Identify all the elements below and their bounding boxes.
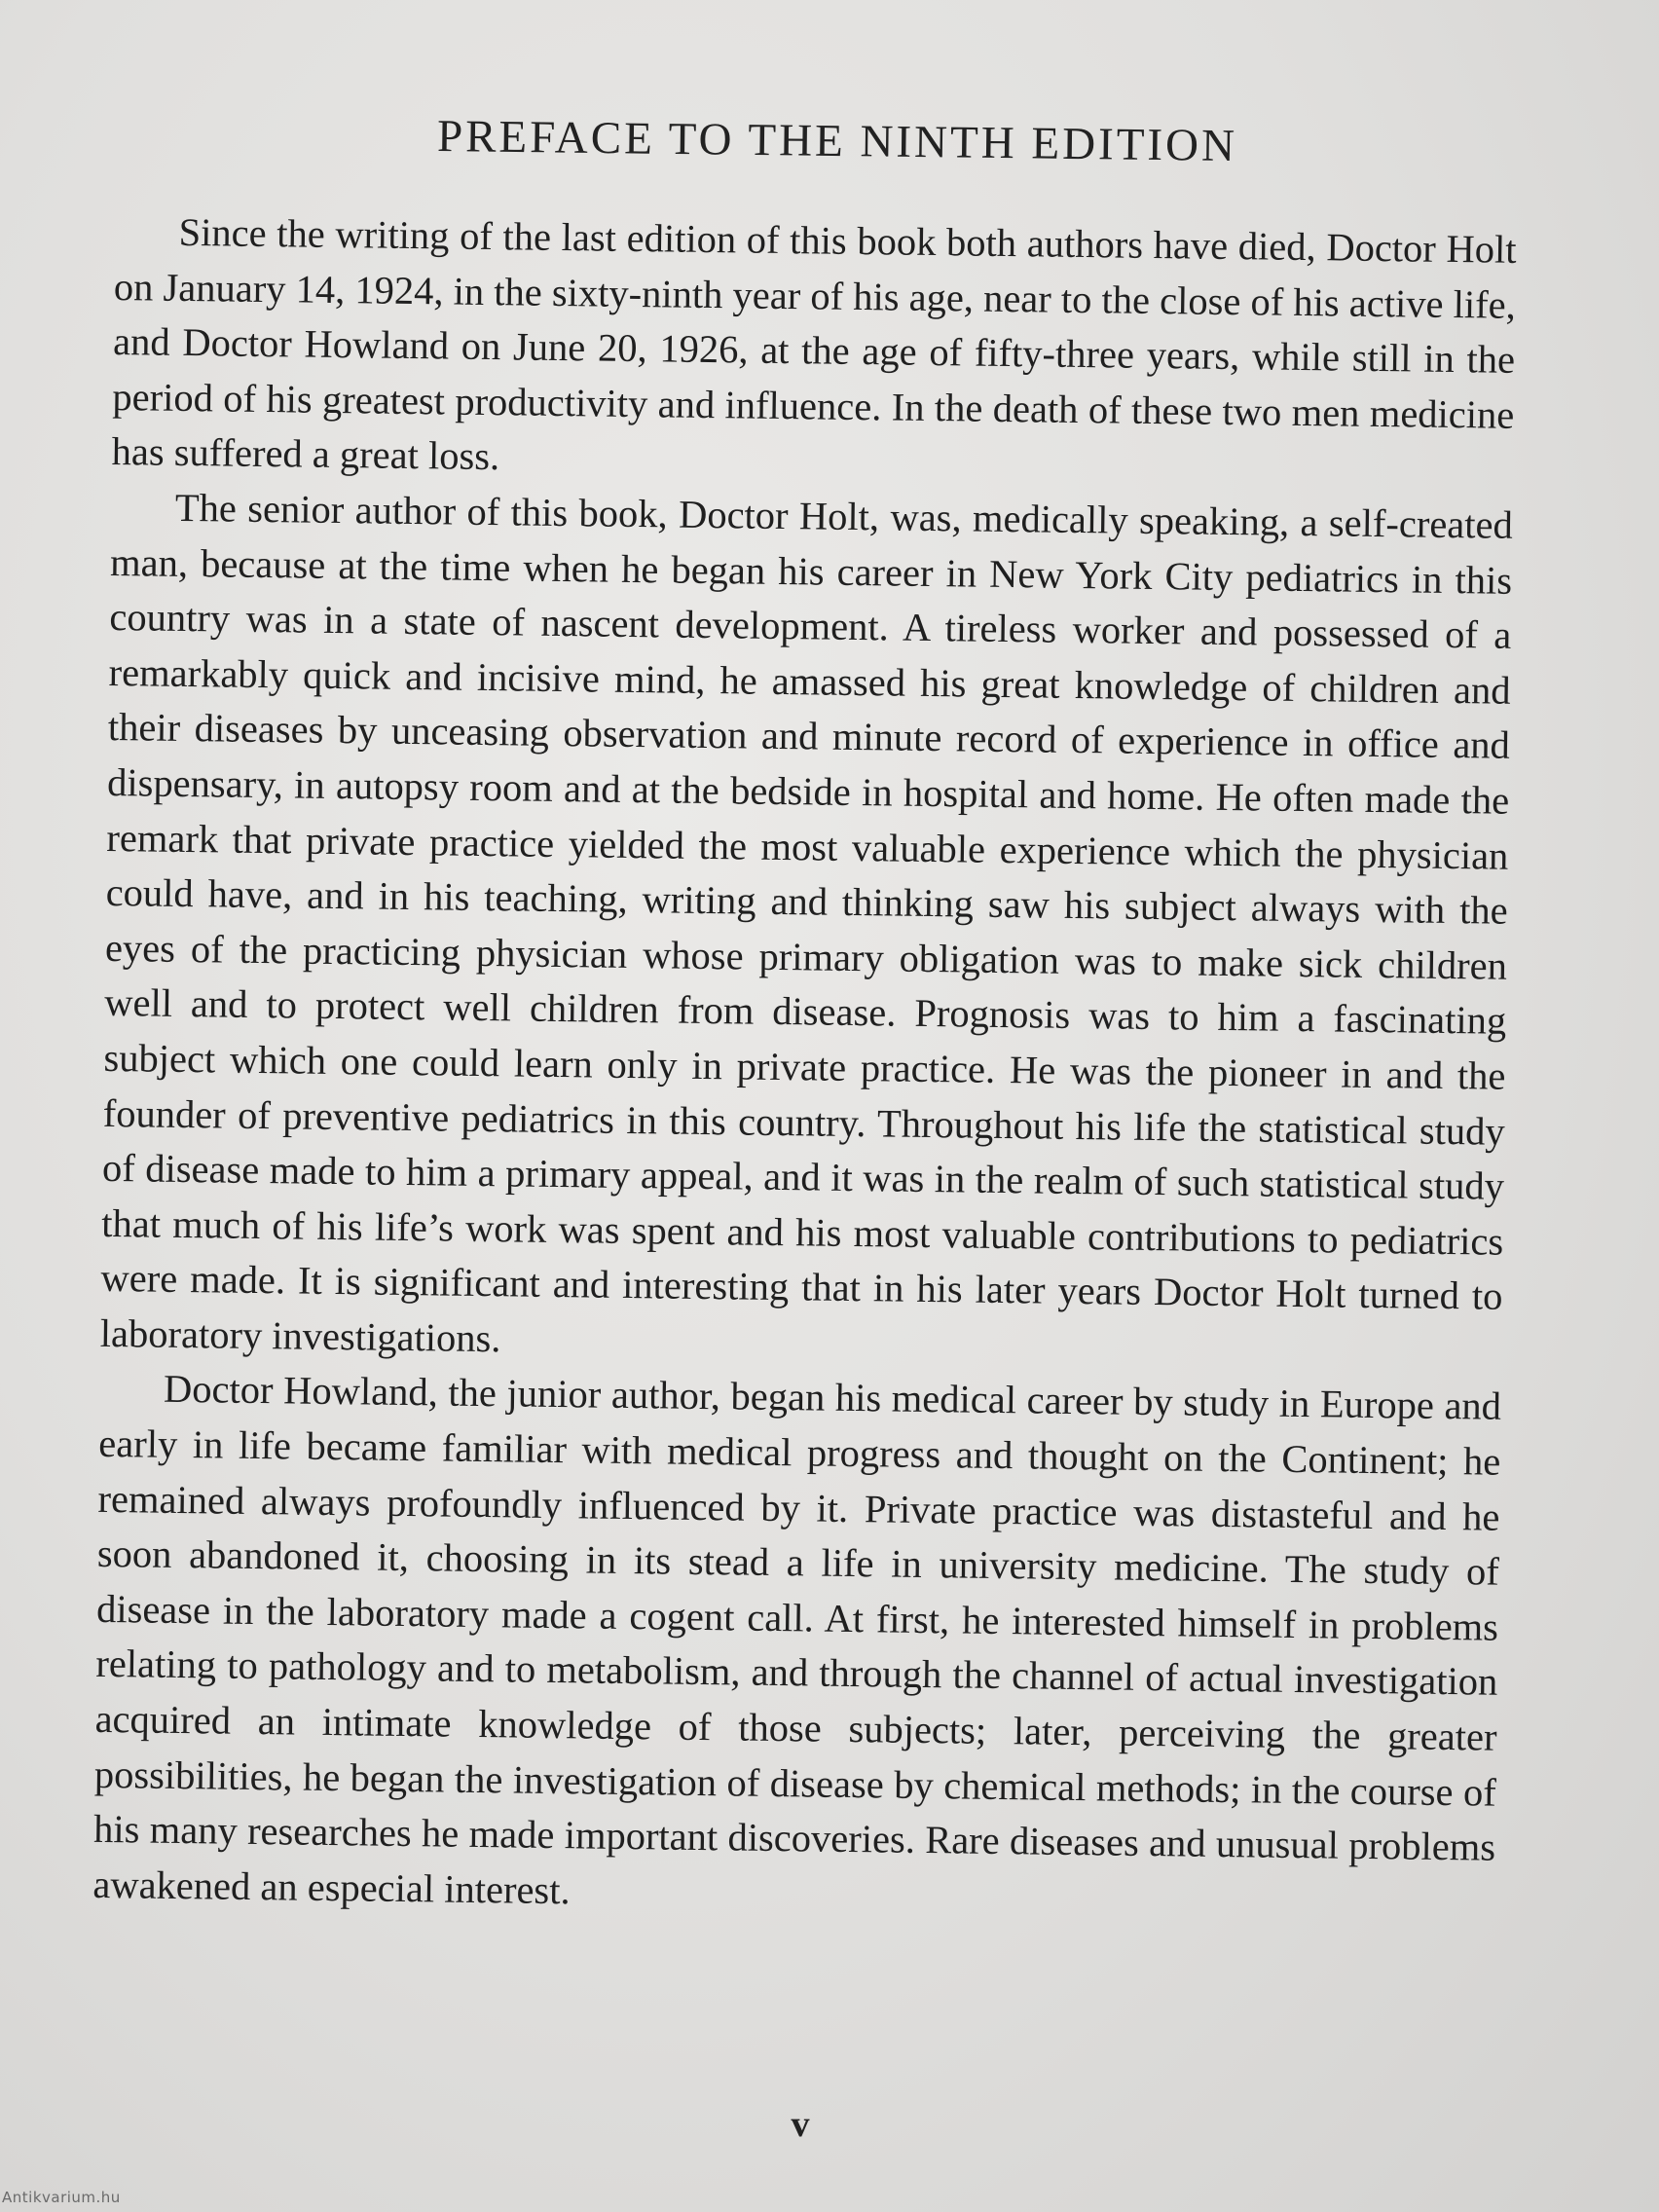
page-title: PREFACE TO THE NINTH EDITION xyxy=(436,110,1238,172)
paragraph-3: Doctor Howland, the junior author, began his medical career by study in Europe and early in life became familiar with medical progress and thought on the Continent; he remained always profoundly influenced by it. Private practice was distasteful and he soon abandoned it, choosing in its stead a life in university medicine. The study of disease in the laboratory made a cogent call. At first, he interested himself in problems relating to pathology and to metabolism, and through the channel of actual investigation acquired an intimate knowledge of those subjects; later, perceiving the greater possibilities, he began the investigation of disease by chemical methods; in the course of his many researches he made important discoveries. Rare diseases and unusual problems awakened an especial interest. xyxy=(92,1367,1502,1913)
page-number: v xyxy=(791,2104,810,2145)
paragraph-2: The senior author of this book, Doctor Holt, was, medically speaking, a self-created man, because at the time when he began his career in New York City pediatrics in this country was in a state of nascent development. A tireless worker and possessed of a remarkably quick and incisive mind, he amassed his great knowledge of children and their diseases by unceasing observation and minute record of experience in office and dispensary, in autopsy room and at the bedside in hospital and home. He often made the remark that private practice yielded the most valuable experience which the physician could have, and in his teaching, writing and thinking saw his subject always with the eyes of the practicing physician whose primary obligation was to make sick children well and to protect well children from disease. Prognosis was to him a fascinating subject which one could learn only in private practice. He was the pioneer in and the founder of preventive pediatrics in this country. Throughout his life the statistical study of disease made to him a primary appeal, and it was in the realm of such statistical study that much of his life’s work was spent and his most valuable contributions to pediatrics were made. It is significant and interesting that in his later years Doctor Holt turned to laboratory investigations. xyxy=(99,485,1514,1361)
watermark-text: Antikvarium.hu xyxy=(2,2189,121,2206)
preface-body xyxy=(92,204,1517,1931)
paragraph-1: Since the writing of the last edition of this book both authors have died, Doctor Holt on January 14, 1924, in the sixty-ninth year of his age, near to the close of his active life, and Doctor Howland on June 20, 1926, at the age of fifty-three years, while still in the period of his greatest productivity and influence. In the death of these two men medicine has suffered a great loss. xyxy=(111,209,1517,479)
